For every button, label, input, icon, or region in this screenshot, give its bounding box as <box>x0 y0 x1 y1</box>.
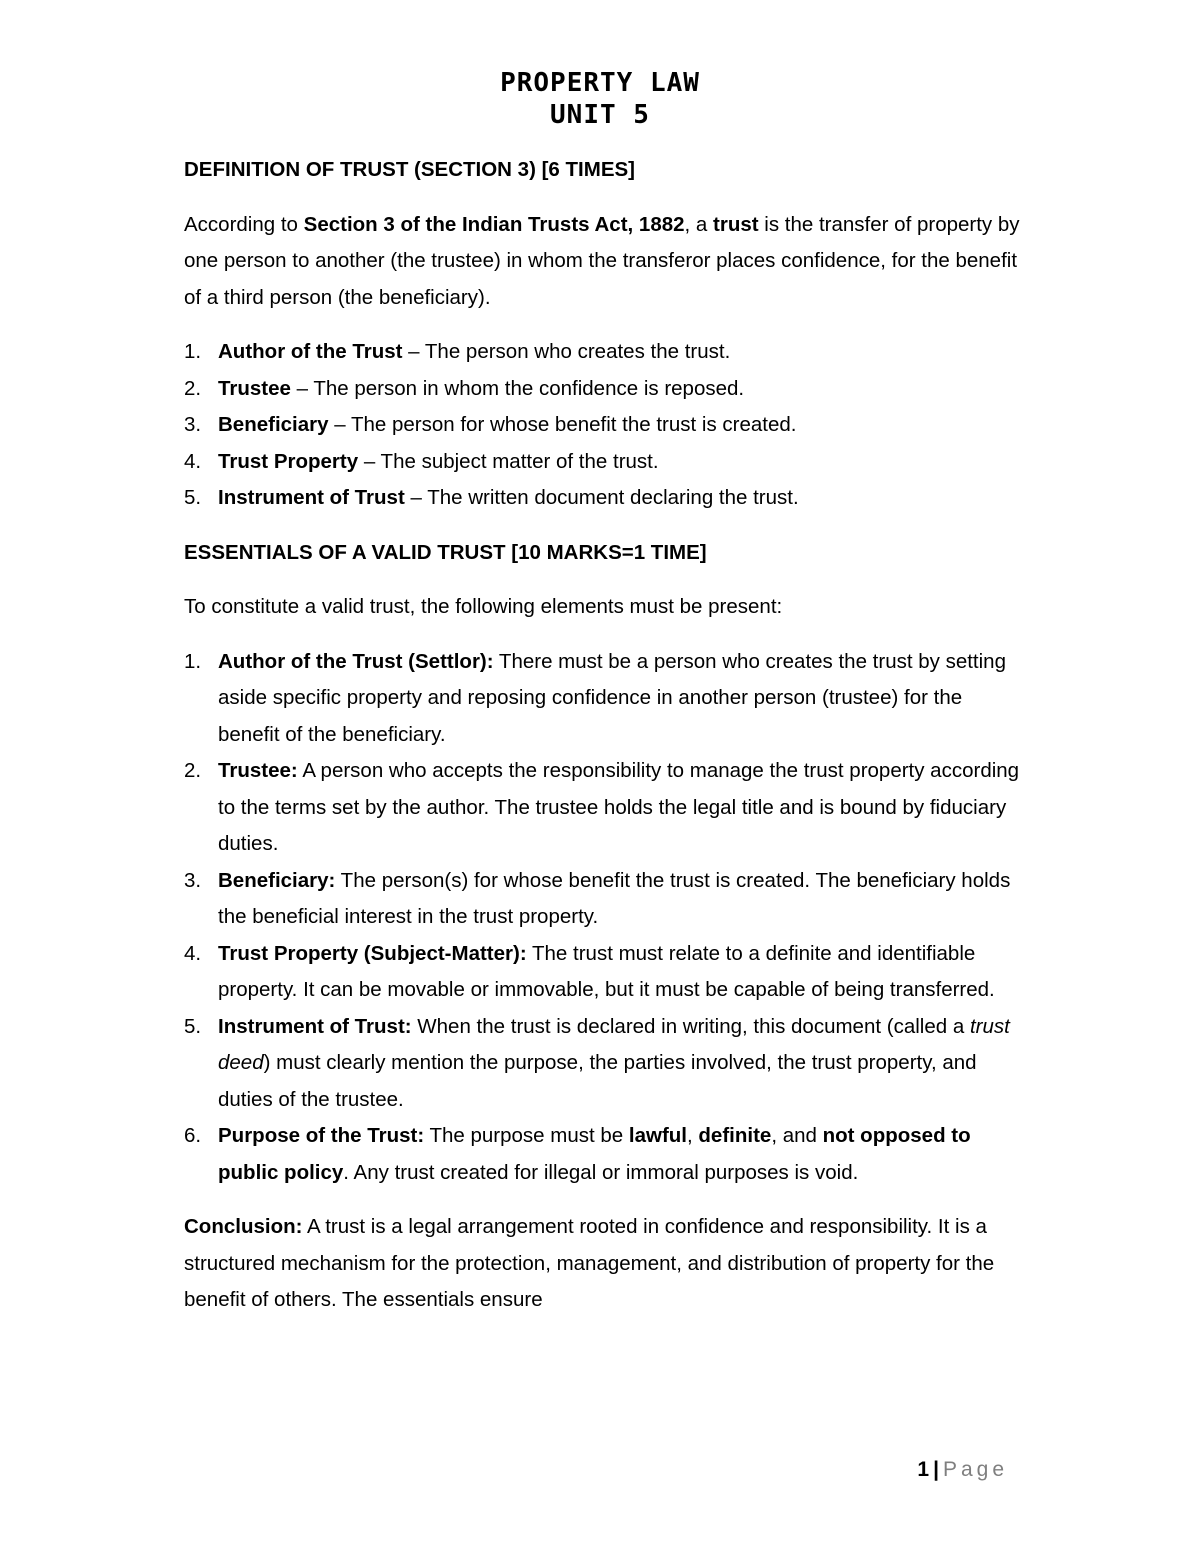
list-item <box>184 936 1024 1009</box>
list-number: 4. <box>184 449 202 473</box>
page-label: Page <box>942 1458 1008 1481</box>
list-item <box>184 644 1024 754</box>
list-number: 2. <box>184 759 202 782</box>
list-item <box>184 371 1024 408</box>
text-run: is the transfer of property by one person to another (the trustee) in whom the transferor places confidence, for the benefit of a third person (the beneficiary). <box>184 212 1020 309</box>
document-subtitle: UNIT 5 <box>550 100 650 130</box>
list-description: – The person who creates the trust. <box>402 340 731 363</box>
list-number: 3. <box>184 868 202 892</box>
list-number: 1. <box>184 340 202 363</box>
section-heading-definition: DEFINITION OF TRUST (SECTION 3) [6 TIMES] <box>184 158 635 181</box>
emphasis-lawful: lawful <box>628 1124 687 1147</box>
list-description: A person who accepts the responsibility to manage the trust property according to the terms set by the author. The trustee holds the legal title and is bound by fiduciary duties. <box>218 759 1020 855</box>
list-number: 4. <box>184 941 202 965</box>
list-description: The person(s) for whose benefit the trust is created. The beneficiary holds the beneficial interest in the trust property. <box>218 868 1011 928</box>
trust-term: trust <box>713 212 759 236</box>
conclusion-text: A trust is a legal arrangement rooted in confidence and responsibility. It is a structured mechanism for the protection, management, and distribution of property for the benefit of others. The essentials ensure <box>184 1215 995 1311</box>
list-number: 5. <box>184 486 202 509</box>
document-body <box>184 152 1024 1319</box>
list-description: – The written document declaring the trust. <box>404 486 799 509</box>
list-description: , and <box>771 1124 823 1147</box>
footer-separator: | <box>933 1458 939 1481</box>
definition-paragraph <box>184 207 1024 317</box>
list-term: Beneficiary <box>218 413 329 436</box>
list-term: Trust Property <box>218 449 359 473</box>
list-term: Trustee: <box>218 759 298 782</box>
list-number: 2. <box>184 376 202 400</box>
list-term: Trustee <box>218 376 291 400</box>
list-number: 3. <box>184 413 202 436</box>
list-term: Beneficiary: <box>218 868 336 892</box>
section-reference: Section 3 of the Indian Trusts Act, 1882 <box>303 212 685 236</box>
list-item <box>184 407 1024 444</box>
list-description: The purpose must be <box>424 1124 629 1147</box>
list-number: 5. <box>184 1014 202 1038</box>
list-description: When the trust is declared in writing, this document (called a <box>411 1014 970 1038</box>
list-term: Author of the Trust (Settlor): <box>218 649 494 673</box>
list-description: – The person for whose benefit the trust is created. <box>328 413 797 436</box>
emphasis-definite: definite <box>698 1124 772 1147</box>
page-number: 1 <box>917 1458 930 1481</box>
section-heading-essentials: ESSENTIALS OF A VALID TRUST [10 MARKS=1 TIME] <box>184 540 707 564</box>
definition-list <box>184 334 1024 517</box>
text-run: , a <box>684 212 714 236</box>
list-description: – The person in whom the confidence is reposed. <box>290 376 745 400</box>
list-term: Instrument of Trust: <box>218 1014 412 1038</box>
list-term: Purpose of the Trust: <box>218 1124 425 1147</box>
essentials-intro: To constitute a valid trust, the following elements must be present: <box>184 595 783 618</box>
list-description: ) must clearly mention the purpose, the parties involved, the trust property, and duties of the trustee. <box>218 1051 977 1111</box>
essentials-list <box>184 644 1024 1192</box>
list-number: 1. <box>184 649 202 673</box>
list-description: There must be a person who creates the trust by setting aside specific property and reposing confidence in another person (trustee) for the benefit of the beneficiary. <box>218 649 1006 746</box>
list-item <box>184 334 1024 371</box>
emphasis-public-policy: not opposed to public policy <box>218 1124 971 1184</box>
list-item <box>184 444 1024 481</box>
document-title: PROPERTY LAW <box>500 68 700 98</box>
list-description: . Any trust created for illegal or immoral purposes is void. <box>343 1160 859 1184</box>
list-description: The trust must relate to a definite and identifiable property. It can be movable or immovable, but it must be capable of being transferred. <box>218 941 995 1001</box>
list-item <box>184 1118 1024 1191</box>
list-description: , <box>687 1124 699 1147</box>
list-term: Author of the Trust <box>218 340 403 363</box>
list-term: Instrument of Trust <box>218 486 405 509</box>
list-description: – The subject matter of the trust. <box>358 449 659 473</box>
list-term: Trust Property (Subject-Matter): <box>218 941 527 965</box>
trust-deed-term: trust deed <box>218 1014 1010 1074</box>
page-footer <box>917 1455 1008 1485</box>
list-number: 6. <box>184 1124 202 1147</box>
text-run: According to <box>184 212 304 236</box>
list-item <box>184 753 1024 863</box>
conclusion-paragraph <box>184 1209 1024 1319</box>
conclusion-label: Conclusion: <box>184 1215 303 1238</box>
list-item <box>184 863 1024 936</box>
list-item <box>184 1009 1024 1119</box>
list-item <box>184 480 1024 517</box>
